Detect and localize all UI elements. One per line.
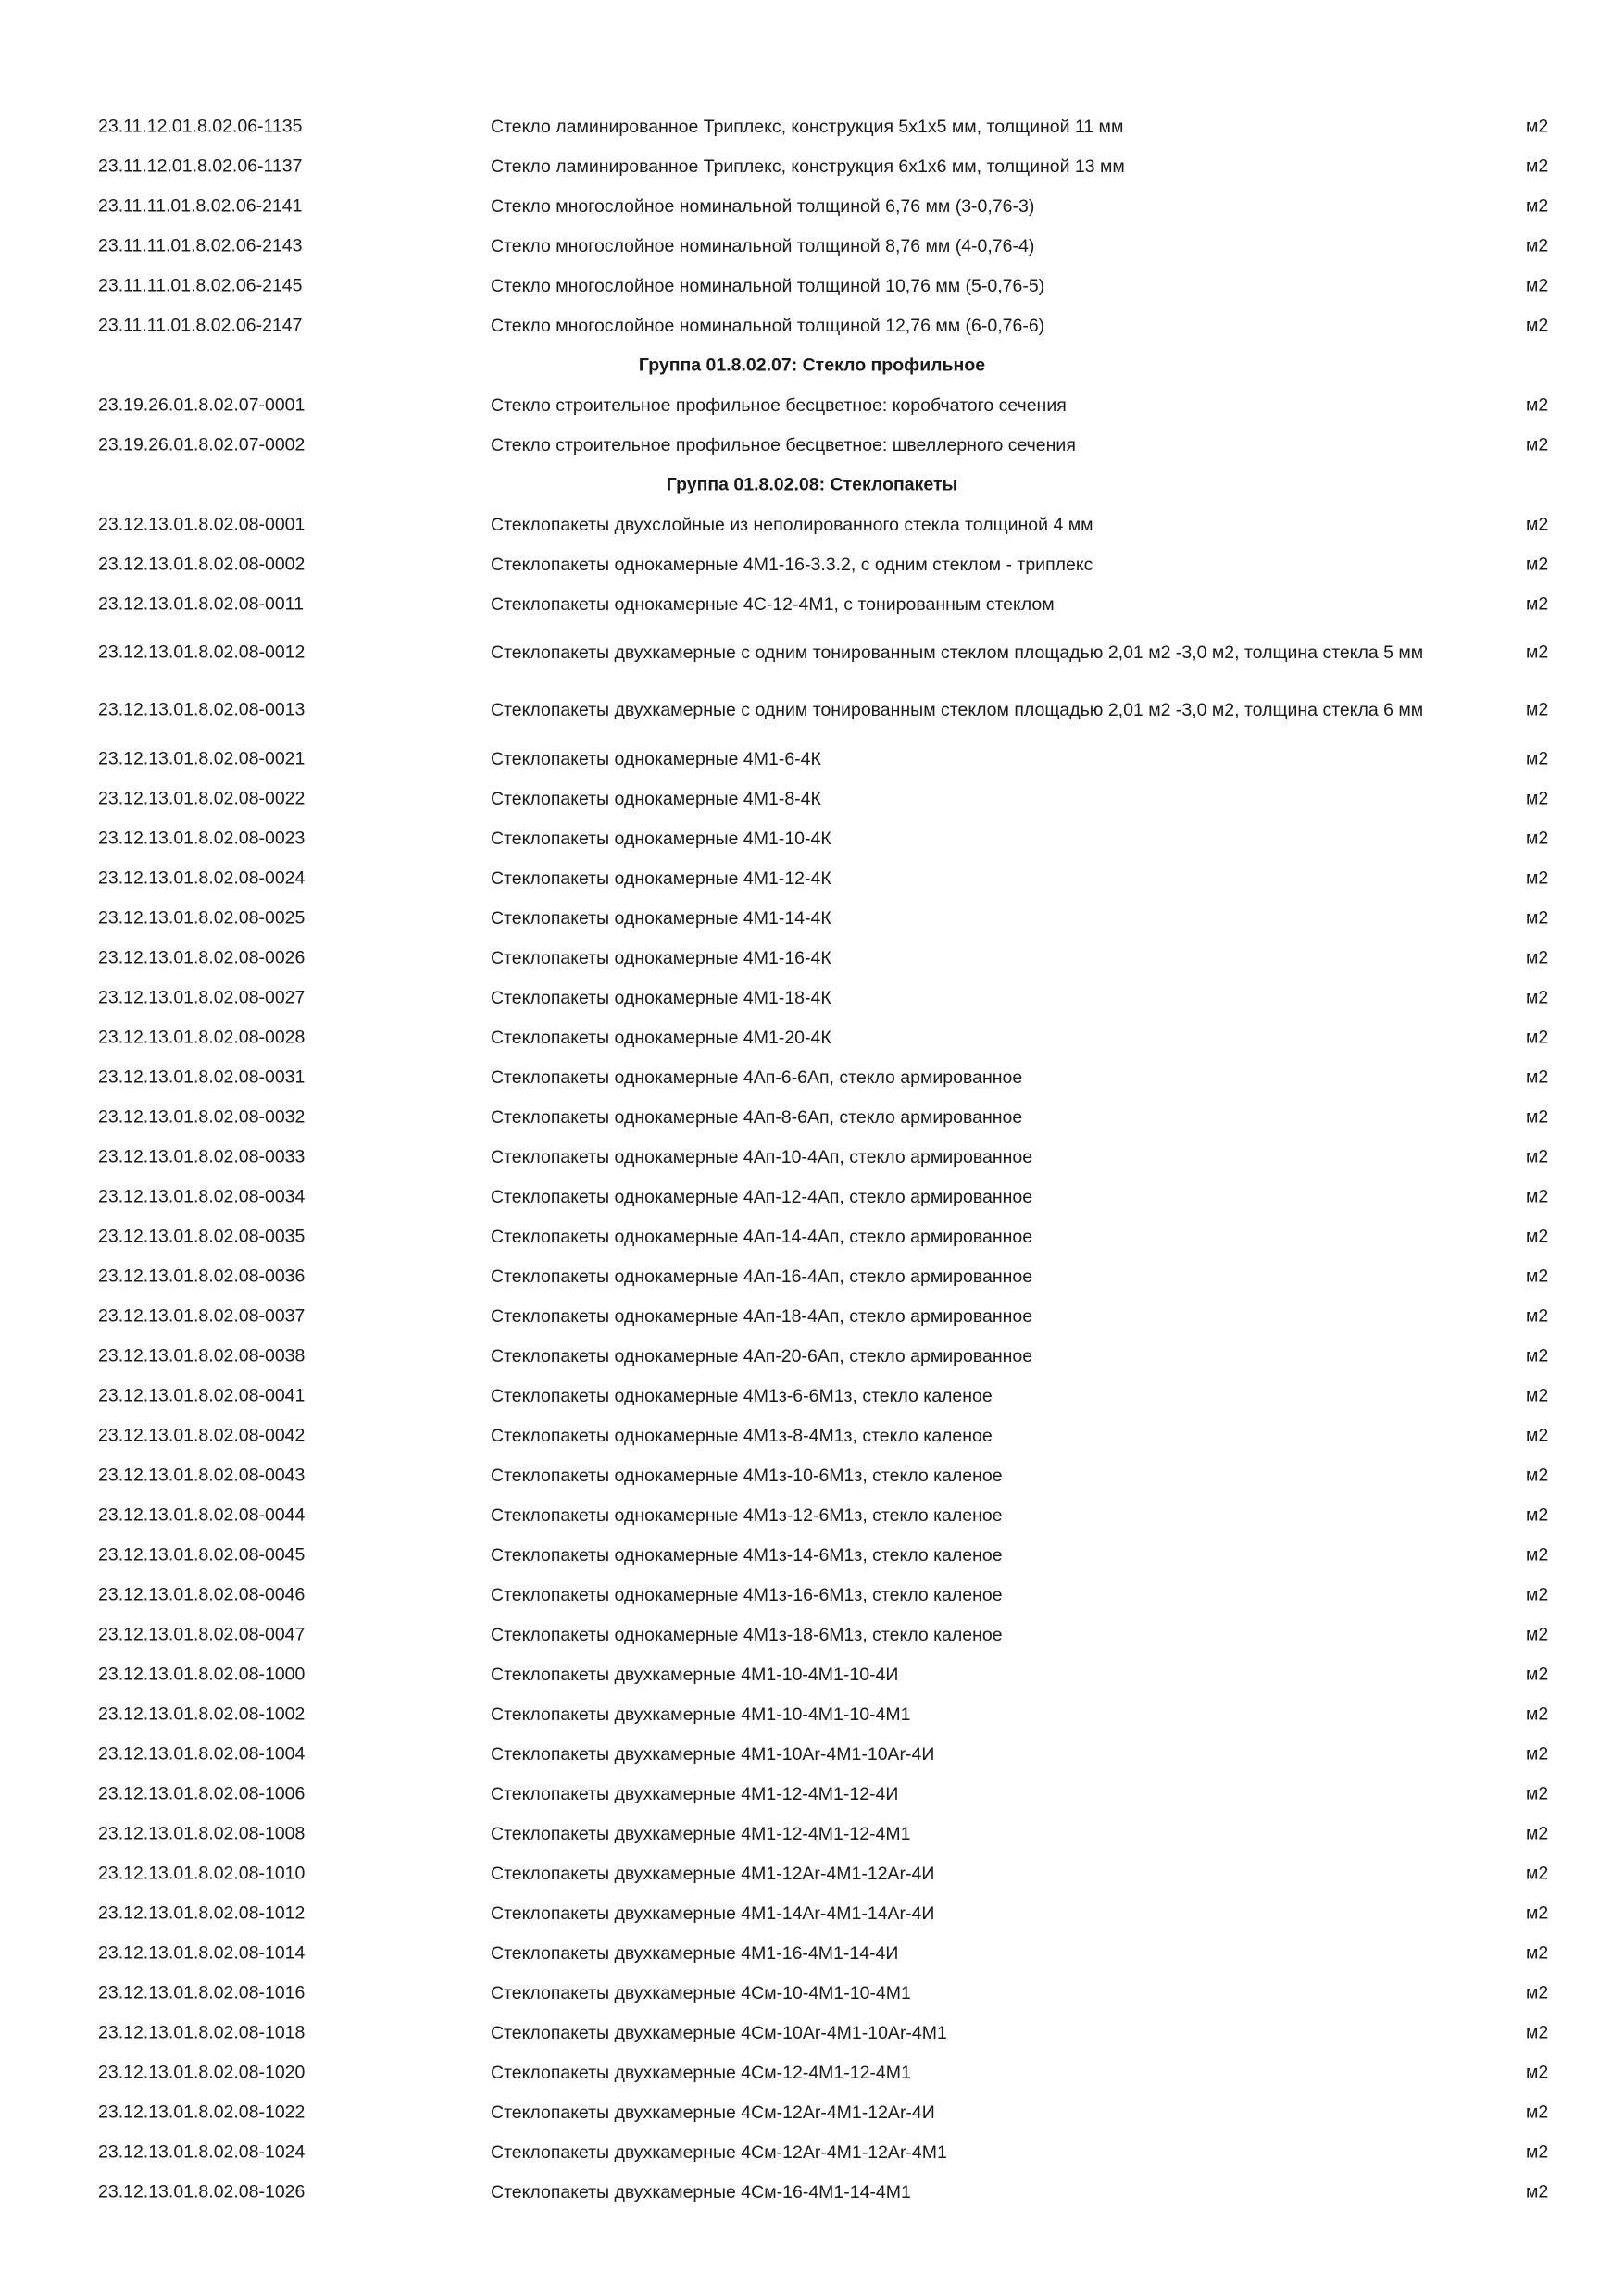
resource-name: Стеклопакеты двухкамерные 4См-10Ar-4М1-10Ar-4М1 [491, 2022, 947, 2043]
resource-code: 23.12.13.01.8.02.08-1008 [98, 1823, 306, 1843]
resource-code: 23.12.13.01.8.02.08-0031 [98, 1067, 306, 1087]
resource-name: Стеклопакеты однокамерные 4Ап-10-4Ап, стекло армированное [491, 1146, 1033, 1167]
resource-name: Стеклопакеты двухкамерные 4М1-14Ar-4М1-14Ar-4И [491, 1903, 935, 1924]
group-title: Группа 01.8.02.07: Стекло профильное [638, 355, 986, 375]
resource-unit: м2 [1526, 2062, 1549, 2082]
resource-unit: м2 [1526, 394, 1549, 415]
resource-code: 23.12.13.01.8.02.08-0023 [98, 828, 306, 848]
resource-name: Стекло многослойное номинальной толщиной 8,76 мм (4-0,76-4) [491, 235, 1035, 256]
resource-unit: м2 [1526, 1504, 1549, 1525]
resource-code: 23.12.13.01.8.02.08-0033 [98, 1146, 306, 1167]
resource-code: 23.12.13.01.8.02.08-0027 [98, 987, 306, 1007]
table-row [0, 1376, 1624, 1416]
resource-unit: м2 [1526, 867, 1549, 888]
resource-name: Стекло строительное профильное бесцветное: швеллерного сечения [491, 434, 1076, 455]
resource-name: Стеклопакеты однокамерные 4Ап-20-6Ап, стекло армированное [491, 1345, 1033, 1366]
table-row [0, 1694, 1624, 1734]
resource-code: 23.12.13.01.8.02.08-0034 [98, 1186, 306, 1206]
table-row [0, 306, 1624, 345]
resource-code: 23.12.13.01.8.02.08-1006 [98, 1783, 306, 1803]
resource-code: 23.12.13.01.8.02.08-0036 [98, 1266, 306, 1286]
resource-code: 23.12.13.01.8.02.08-1000 [98, 1664, 306, 1684]
resource-unit: м2 [1526, 1067, 1549, 1087]
resource-code: 23.12.13.01.8.02.08-0022 [98, 788, 306, 808]
resource-code: 23.11.12.01.8.02.06-1135 [98, 116, 303, 136]
resource-code: 23.12.13.01.8.02.08-0028 [98, 1027, 306, 1047]
resource-unit: м2 [1526, 1425, 1549, 1445]
table-row [0, 1177, 1624, 1217]
resource-unit: м2 [1526, 1544, 1549, 1565]
resource-name: Стеклопакеты однокамерные 4М1з-16-6М1з, стекло каленое [491, 1584, 1003, 1605]
resource-code: 23.12.13.01.8.02.08-1018 [98, 2022, 306, 2042]
table-row [0, 1097, 1624, 1137]
resource-code: 23.19.26.01.8.02.07-0002 [98, 434, 306, 455]
resource-code: 23.12.13.01.8.02.08-0024 [98, 867, 306, 888]
resource-unit: м2 [1526, 275, 1549, 295]
resource-unit: м2 [1526, 235, 1549, 256]
table-row [0, 1535, 1624, 1575]
resource-name: Стеклопакеты двухкамерные 4М1-12-4М1-12-4И [491, 1783, 899, 1804]
resource-unit: м2 [1526, 907, 1549, 928]
table-row [0, 146, 1624, 186]
table-row [0, 505, 1624, 544]
resource-name: Стеклопакеты двухкамерные 4М1-16-4М1-14-4И [491, 1942, 899, 1964]
table-row [0, 1933, 1624, 1973]
table-row [0, 1256, 1624, 1296]
resource-unit: м2 [1526, 2102, 1549, 2122]
resource-name: Стеклопакеты однокамерные 4М1з-14-6М1з, стекло каленое [491, 1544, 1003, 1566]
resource-unit: м2 [1526, 1226, 1549, 1246]
resource-unit: м2 [1526, 1664, 1549, 1684]
table-row [0, 1654, 1624, 1694]
resource-code: 23.11.12.01.8.02.06-1137 [98, 156, 303, 176]
resource-name: Стеклопакеты однокамерные 4М1з-12-6М1з, стекло каленое [491, 1504, 1003, 1526]
resource-unit: м2 [1526, 987, 1549, 1007]
resource-code: 23.12.13.01.8.02.08-1002 [98, 1703, 306, 1724]
resource-code: 23.19.26.01.8.02.07-0001 [98, 394, 306, 415]
table-row [0, 978, 1624, 1017]
resource-unit: м2 [1526, 434, 1549, 455]
resource-unit: м2 [1526, 788, 1549, 808]
resource-code: 23.12.13.01.8.02.08-0044 [98, 1504, 306, 1525]
table-row [0, 858, 1624, 898]
resource-code: 23.11.11.01.8.02.06-2143 [98, 235, 303, 256]
group-header [0, 345, 1624, 385]
table-row [0, 1137, 1624, 1177]
resource-unit: м2 [1526, 195, 1549, 216]
resource-code: 23.12.13.01.8.02.08-0037 [98, 1305, 306, 1326]
resource-name: Стеклопакеты однокамерные 4М1-16-4К [491, 947, 831, 968]
resource-name: Стекло многослойное номинальной толщиной 12,76 мм (6-0,76-6) [491, 315, 1045, 336]
table-row [0, 898, 1624, 938]
resource-name: Стеклопакеты двухкамерные с одним тонированным стеклом площадью 2,01 м2 -3,0 м2, толщина стекла 5 мм [491, 643, 1424, 663]
resource-name: Стеклопакеты однокамерные 4Ап-12-4Ап, стекло армированное [491, 1186, 1033, 1207]
table-row [0, 1416, 1624, 1455]
resource-name: Стеклопакеты однокамерные 4М1-12-4К [491, 867, 831, 889]
resource-code: 23.12.13.01.8.02.08-0042 [98, 1425, 306, 1445]
resource-unit: м2 [1526, 1863, 1549, 1883]
table-row [0, 818, 1624, 858]
resource-unit: м2 [1526, 1186, 1549, 1206]
resource-unit: м2 [1526, 947, 1549, 967]
resource-code: 23.12.13.01.8.02.08-0043 [98, 1465, 306, 1485]
resource-name: Стеклопакеты двухкамерные 4См-12Ar-4М1-12Ar-4И [491, 2102, 935, 2123]
table-row [0, 266, 1624, 306]
resource-unit: м2 [1526, 1027, 1549, 1047]
table-row [0, 544, 1624, 584]
resource-code: 23.12.13.01.8.02.08-0025 [98, 907, 306, 928]
resource-unit: м2 [1526, 554, 1549, 574]
resource-unit: м2 [1526, 1624, 1549, 1644]
resource-unit: м2 [1526, 514, 1549, 534]
resource-code: 23.12.13.01.8.02.08-0032 [98, 1106, 306, 1127]
resource-code: 23.11.11.01.8.02.06-2145 [98, 275, 303, 295]
resource-code: 23.12.13.01.8.02.08-1010 [98, 1863, 306, 1883]
table-row [0, 2013, 1624, 2053]
resource-unit: м2 [1526, 1584, 1549, 1604]
resource-name: Стеклопакеты однокамерные 4М1-20-4К [491, 1027, 831, 1048]
table-row [0, 385, 1624, 425]
resource-name: Стеклопакеты однокамерные 4Ап-6-6Ап, стекло армированное [491, 1067, 1023, 1088]
resource-unit: м2 [1526, 116, 1549, 136]
table-row [0, 2053, 1624, 2092]
resource-code: 23.12.13.01.8.02.08-1016 [98, 1982, 306, 2003]
table-row [0, 624, 1624, 681]
resource-code: 23.12.13.01.8.02.08-1012 [98, 1903, 306, 1923]
resource-code: 23.12.13.01.8.02.08-0011 [98, 593, 304, 614]
resource-unit: м2 [1526, 1942, 1549, 1963]
resource-name: Стеклопакеты однокамерные 4М1-16-3.3.2, с одним стеклом - триплекс [491, 554, 1093, 575]
table-row [0, 2092, 1624, 2132]
table-row [0, 739, 1624, 779]
table-row [0, 1575, 1624, 1615]
resource-name: Стеклопакеты двухкамерные 4См-16-4М1-14-4М1 [491, 2181, 911, 2202]
table-row [0, 681, 1624, 739]
resource-code: 23.12.13.01.8.02.08-0047 [98, 1624, 306, 1644]
resource-unit: м2 [1526, 315, 1549, 335]
resource-unit: м2 [1526, 1703, 1549, 1724]
resource-unit: м2 [1526, 156, 1549, 176]
table-row [0, 1217, 1624, 1256]
resource-unit: м2 [1526, 642, 1549, 663]
resource-code: 23.12.13.01.8.02.08-0001 [98, 514, 306, 534]
resource-name: Стеклопакеты однокамерные 4Ап-14-4Ап, стекло армированное [491, 1226, 1033, 1247]
resource-name: Стеклопакеты двухкамерные с одним тонированным стеклом площадью 2,01 м2 -3,0 м2, толщина стекла 6 мм [491, 700, 1424, 720]
resource-code: 23.12.13.01.8.02.08-1026 [98, 2181, 306, 2202]
table-row [0, 1057, 1624, 1097]
table-row [0, 1495, 1624, 1535]
table-row [0, 2132, 1624, 2172]
resource-code: 23.11.11.01.8.02.06-2147 [98, 315, 303, 335]
resource-unit: м2 [1526, 1465, 1549, 1485]
resource-code: 23.12.13.01.8.02.08-1004 [98, 1743, 306, 1764]
resource-name: Стекло многослойное номинальной толщиной 10,76 мм (5-0,76-5) [491, 275, 1045, 296]
resource-name: Стеклопакеты однокамерные 4Ап-18-4Ап, стекло армированное [491, 1305, 1033, 1327]
table-row [0, 1973, 1624, 2013]
resource-name: Стеклопакеты двухкамерные 4М1-12Ar-4М1-12Ar-4И [491, 1863, 935, 1884]
resource-unit: м2 [1526, 699, 1549, 720]
resource-code: 23.12.13.01.8.02.08-0045 [98, 1544, 306, 1565]
table-row [0, 1734, 1624, 1774]
resource-code: 23.12.13.01.8.02.08-0026 [98, 947, 306, 967]
table-row [0, 2172, 1624, 2212]
resource-code: 23.12.13.01.8.02.08-0046 [98, 1584, 306, 1604]
resource-name: Стеклопакеты однокамерные 4Ап-8-6Ап, стекло армированное [491, 1106, 1023, 1128]
resource-code: 23.12.13.01.8.02.08-0041 [98, 1385, 306, 1405]
resource-code: 23.12.13.01.8.02.08-0013 [98, 699, 306, 720]
table-row [0, 1017, 1624, 1057]
table-row [0, 1615, 1624, 1654]
resource-name: Стекло строительное профильное бесцветное: коробчатого сечения [491, 394, 1067, 416]
resource-name: Стеклопакеты однокамерные 4М1-18-4К [491, 987, 831, 1008]
resource-unit: м2 [1526, 828, 1549, 848]
table-row [0, 106, 1624, 146]
resource-unit: м2 [1526, 2022, 1549, 2042]
table-row [0, 1774, 1624, 1814]
resource-unit: м2 [1526, 1385, 1549, 1405]
resource-unit: м2 [1526, 1903, 1549, 1923]
table-row [0, 584, 1624, 624]
resource-name: Стеклопакеты двухкамерные 4См-12-4М1-12-4М1 [491, 2062, 911, 2083]
resource-code: 23.11.11.01.8.02.06-2141 [98, 195, 303, 216]
table-row [0, 1814, 1624, 1853]
resource-code: 23.12.13.01.8.02.08-1024 [98, 2141, 306, 2162]
document-page [0, 106, 1624, 2212]
resource-code: 23.12.13.01.8.02.08-0021 [98, 748, 306, 768]
resource-name: Стеклопакеты двухкамерные 4М1-10-4М1-10-4М1 [491, 1703, 911, 1725]
resource-name: Стекло многослойное номинальной толщиной 6,76 мм (3-0,76-3) [491, 195, 1035, 217]
table-row [0, 1296, 1624, 1336]
resource-code: 23.12.13.01.8.02.08-0012 [98, 642, 306, 663]
resource-unit: м2 [1526, 1146, 1549, 1167]
resource-code: 23.12.13.01.8.02.08-0035 [98, 1226, 306, 1246]
resource-unit: м2 [1526, 2181, 1549, 2202]
table-row [0, 1336, 1624, 1376]
resource-name: Стекло ламинированное Триплекс, конструкция 5х1х5 мм, толщиной 11 мм [491, 116, 1124, 137]
table-row [0, 1455, 1624, 1495]
resource-unit: м2 [1526, 1743, 1549, 1764]
table-row [0, 1893, 1624, 1933]
resource-code: 23.12.13.01.8.02.08-0002 [98, 554, 306, 574]
table-row [0, 425, 1624, 465]
table-row [0, 1853, 1624, 1893]
resource-code: 23.12.13.01.8.02.08-1020 [98, 2062, 306, 2082]
table-row [0, 938, 1624, 978]
group-header [0, 465, 1624, 505]
resource-unit: м2 [1526, 1106, 1549, 1127]
resource-name: Стеклопакеты однокамерные 4М1з-10-6М1з, стекло каленое [491, 1465, 1003, 1486]
resource-code: 23.12.13.01.8.02.08-0038 [98, 1345, 306, 1366]
group-title: Группа 01.8.02.08: Стеклопакеты [666, 474, 958, 494]
resource-name: Стеклопакеты двухслойные из неполированного стекла толщиной 4 мм [491, 514, 1093, 535]
resource-unit: м2 [1526, 1345, 1549, 1366]
resource-name: Стекло ламинированное Триплекс, конструкция 6х1х6 мм, толщиной 13 мм [491, 156, 1125, 177]
resource-unit: м2 [1526, 1266, 1549, 1286]
resource-name: Стеклопакеты однокамерные 4М1-6-4К [491, 748, 821, 769]
resource-unit: м2 [1526, 1982, 1549, 2003]
resource-name: Стеклопакеты двухкамерные 4М1-10-4М1-10-4И [491, 1664, 899, 1685]
resource-unit: м2 [1526, 1823, 1549, 1843]
resource-name: Стеклопакеты двухкамерные 4М1-10Ar-4М1-10Ar-4И [491, 1743, 935, 1765]
resource-name: Стеклопакеты однокамерные 4М1-14-4К [491, 907, 831, 929]
table-row [0, 779, 1624, 818]
resource-unit: м2 [1526, 1783, 1549, 1803]
resource-name: Стеклопакеты двухкамерные 4См-12Ar-4М1-12Ar-4М1 [491, 2141, 947, 2163]
table-row [0, 226, 1624, 266]
resource-name: Стеклопакеты двухкамерные 4См-10-4М1-10-4М1 [491, 1982, 911, 2003]
resource-code: 23.12.13.01.8.02.08-1014 [98, 1942, 306, 1963]
resource-code: 23.12.13.01.8.02.08-1022 [98, 2102, 306, 2122]
resource-name: Стеклопакеты однокамерные 4М1з-6-6М1з, стекло каленое [491, 1385, 993, 1406]
resource-name: Стеклопакеты однокамерные 4М1з-8-4М1з, стекло каленое [491, 1425, 993, 1446]
resource-unit: м2 [1526, 1305, 1549, 1326]
resource-name: Стеклопакеты двухкамерные 4М1-12-4М1-12-4М1 [491, 1823, 911, 1844]
resource-name: Стеклопакеты однокамерные 4М1-10-4К [491, 828, 831, 849]
resource-name: Стеклопакеты однокамерные 4М1-8-4К [491, 788, 821, 809]
resource-name: Стеклопакеты однокамерные 4М1з-18-6М1з, стекло каленое [491, 1624, 1003, 1645]
resource-unit: м2 [1526, 593, 1549, 614]
resource-unit: м2 [1526, 748, 1549, 768]
resource-unit: м2 [1526, 2141, 1549, 2162]
resource-name: Стеклопакеты однокамерные 4С-12-4М1, с тонированным стеклом [491, 593, 1055, 615]
table-row [0, 186, 1624, 226]
resource-name: Стеклопакеты однокамерные 4Ап-16-4Ап, стекло армированное [491, 1266, 1033, 1287]
